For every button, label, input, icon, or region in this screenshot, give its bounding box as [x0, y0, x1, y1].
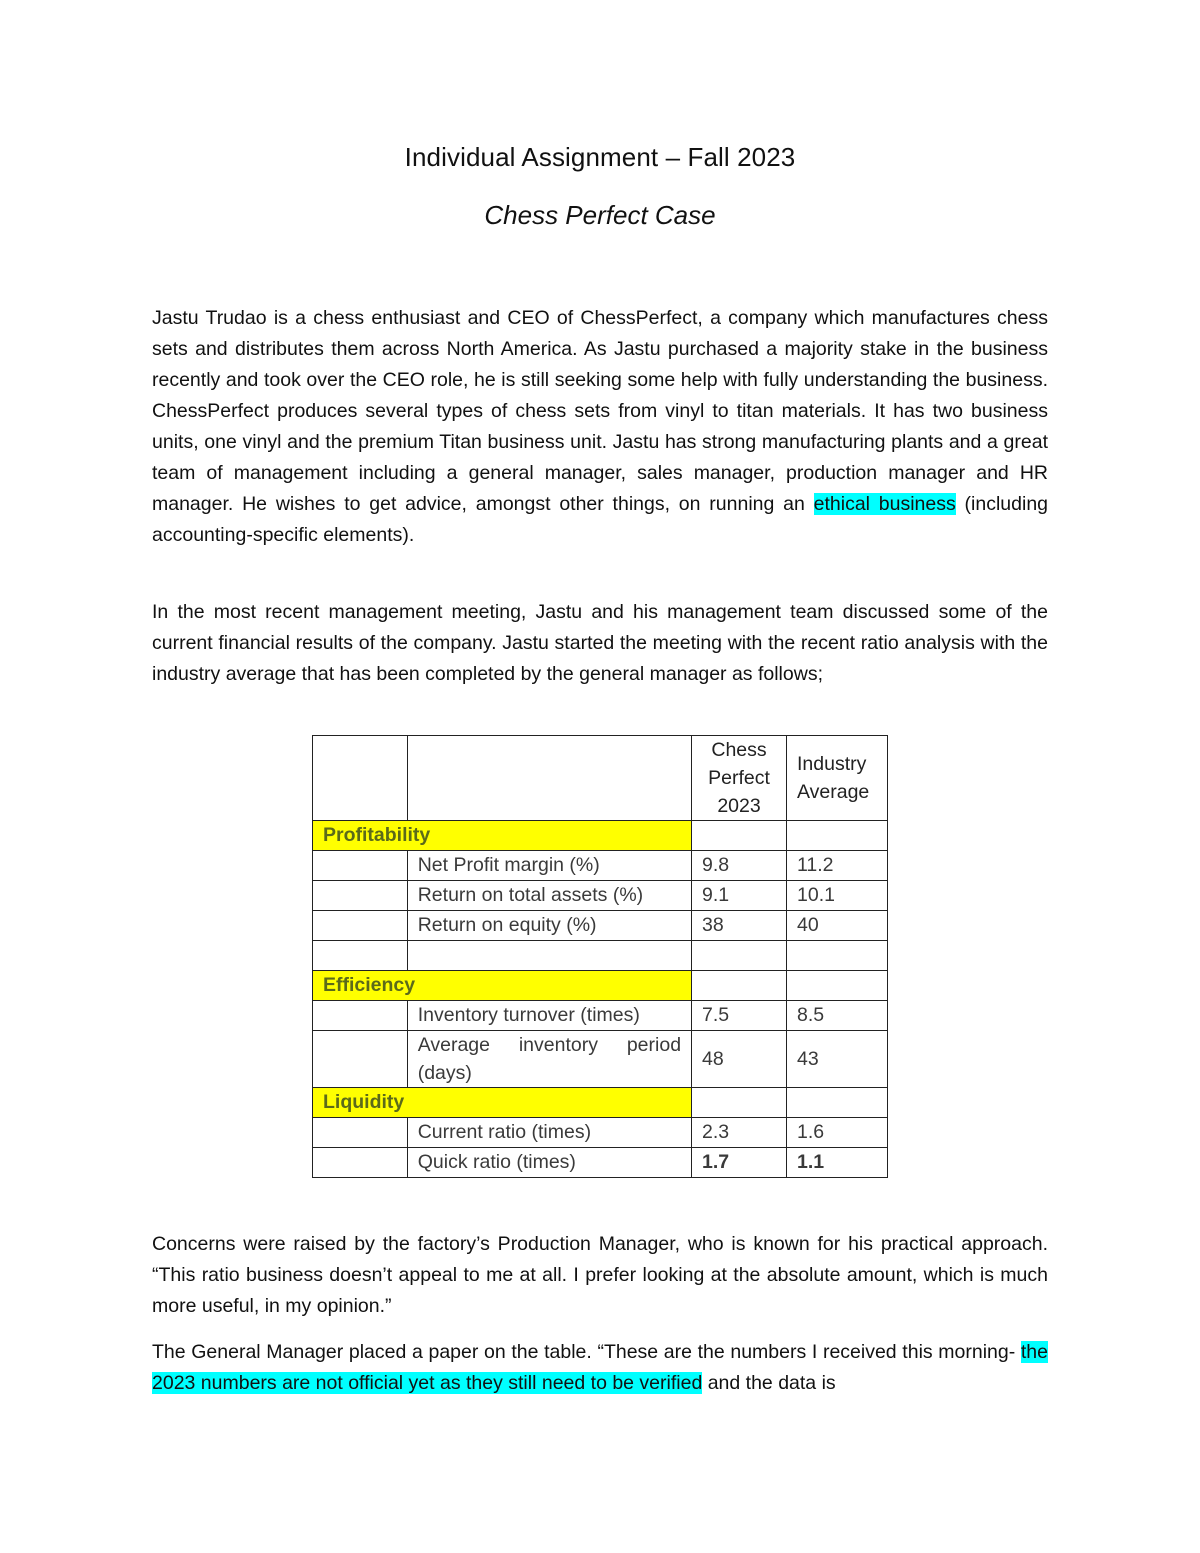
table-cell-empty: [313, 736, 408, 821]
table-cell-empty: [407, 941, 691, 971]
industry-value: 1.6: [787, 1118, 888, 1148]
chess-value: 9.8: [692, 851, 787, 881]
table-cell-empty: [692, 821, 787, 851]
gm-text: The General Manager placed a paper on the table. “These are the numbers I received this morning-: [152, 1341, 1021, 1363]
ratio-table: [312, 735, 888, 1178]
category-row-liquidity: [313, 1088, 888, 1118]
category-label: Profitability: [313, 821, 692, 851]
table-cell-empty: [787, 1088, 888, 1118]
chess-value: 2.3: [692, 1118, 787, 1148]
metric-label: Inventory turnover (times): [407, 1001, 691, 1031]
document-title: Individual Assignment – Fall 2023: [404, 142, 796, 172]
industry-value: 10.1: [787, 881, 888, 911]
intro-text: Jastu Trudao is a chess enthusiast and CEO of ChessPerfect, a company which manufactures chess sets and distributes them across North America. As Jastu purchased a majority stake in the business recently and took over the CEO role, he is still seeking some help with fully understanding the business. ChessPerfect produces several types of chess sets from vinyl to titan materials. It has two business units, one vinyl and the premium Titan business unit. Jastu has strong manufacturing plants and a great team of management including a general manager, sales manager, production manager and HR manager. He wishes to get advice, amongst other things, on running an: [152, 307, 1048, 515]
gm-text-end: and the data is: [702, 1372, 836, 1394]
meeting-paragraph: In the most recent management meeting, Jastu and his management team discussed some of the current financial results of the company. Jastu started the meeting with the recent ratio analysis with the industry average that has been completed by the general manager as follows;: [152, 601, 1048, 685]
table-cell-empty: [787, 941, 888, 971]
highlighted-unverified-numbers: the 2023 numbers are not official yet as they still need to be verified: [152, 1341, 1048, 1394]
table-cell-empty: [407, 736, 691, 821]
industry-value: 1.1: [787, 1148, 888, 1178]
table-cell-empty: [313, 1001, 408, 1031]
table-row: [313, 911, 888, 941]
table-row: [313, 1118, 888, 1148]
table-cell-empty: [313, 881, 408, 911]
table-cell-empty: [692, 1088, 787, 1118]
category-label: Liquidity: [313, 1088, 692, 1118]
table-row: [313, 1001, 888, 1031]
table-cell-empty: [692, 941, 787, 971]
metric-label: Net Profit margin (%): [407, 851, 691, 881]
metric-label: Return on equity (%): [407, 911, 691, 941]
metric-label: Return on total assets (%): [407, 881, 691, 911]
concerns-paragraph: Concerns were raised by the factory’s Production Manager, who is known for his practical approach. “This ratio business doesn’t appeal to me at all. I prefer looking at the absolute amount, which is much more useful, in my opinion.”: [152, 1233, 1048, 1317]
table-row: [313, 1148, 888, 1178]
industry-value: 40: [787, 911, 888, 941]
category-label: Efficiency: [313, 971, 692, 1001]
table-cell-empty: [313, 1031, 408, 1088]
industry-value: 8.5: [787, 1001, 888, 1031]
intro-text-end: (including accounting-specific elements).: [152, 493, 1049, 546]
metric-label: Current ratio (times): [407, 1118, 691, 1148]
table-row: [313, 1031, 888, 1088]
header-chess-perfect: Chess Perfect 2023: [692, 736, 787, 821]
chess-value: 1.7: [692, 1148, 787, 1178]
table-cell-empty: [787, 821, 888, 851]
table-row: [313, 851, 888, 881]
metric-label: Average inventory period (days): [407, 1031, 691, 1088]
table-cell-empty: [313, 941, 408, 971]
chess-value: 38: [692, 911, 787, 941]
table-row: [313, 881, 888, 911]
table-cell-empty: [313, 851, 408, 881]
table-cell-empty: [313, 911, 408, 941]
general-manager-paragraph: [152, 1337, 1048, 1399]
chess-value: 9.1: [692, 881, 787, 911]
industry-value: 43: [787, 1031, 888, 1088]
table-cell-empty: [313, 1118, 408, 1148]
industry-value: 11.2: [787, 851, 888, 881]
table-header-row: [313, 736, 888, 821]
category-row-profitability: [313, 821, 888, 851]
metric-label: Quick ratio (times): [407, 1148, 691, 1178]
document-subtitle: Chess Perfect Case: [484, 200, 716, 230]
table-row-blank: [313, 941, 888, 971]
table-cell-empty: [692, 971, 787, 1001]
table-cell-empty: [313, 1148, 408, 1178]
header-industry-average: Industry Average: [787, 736, 888, 821]
category-row-efficiency: [313, 971, 888, 1001]
chess-value: 7.5: [692, 1001, 787, 1031]
intro-paragraph: [152, 303, 1048, 551]
chess-value: 48: [692, 1031, 787, 1088]
highlighted-ethical-business: ethical business: [813, 493, 956, 515]
table-cell-empty: [787, 971, 888, 1001]
